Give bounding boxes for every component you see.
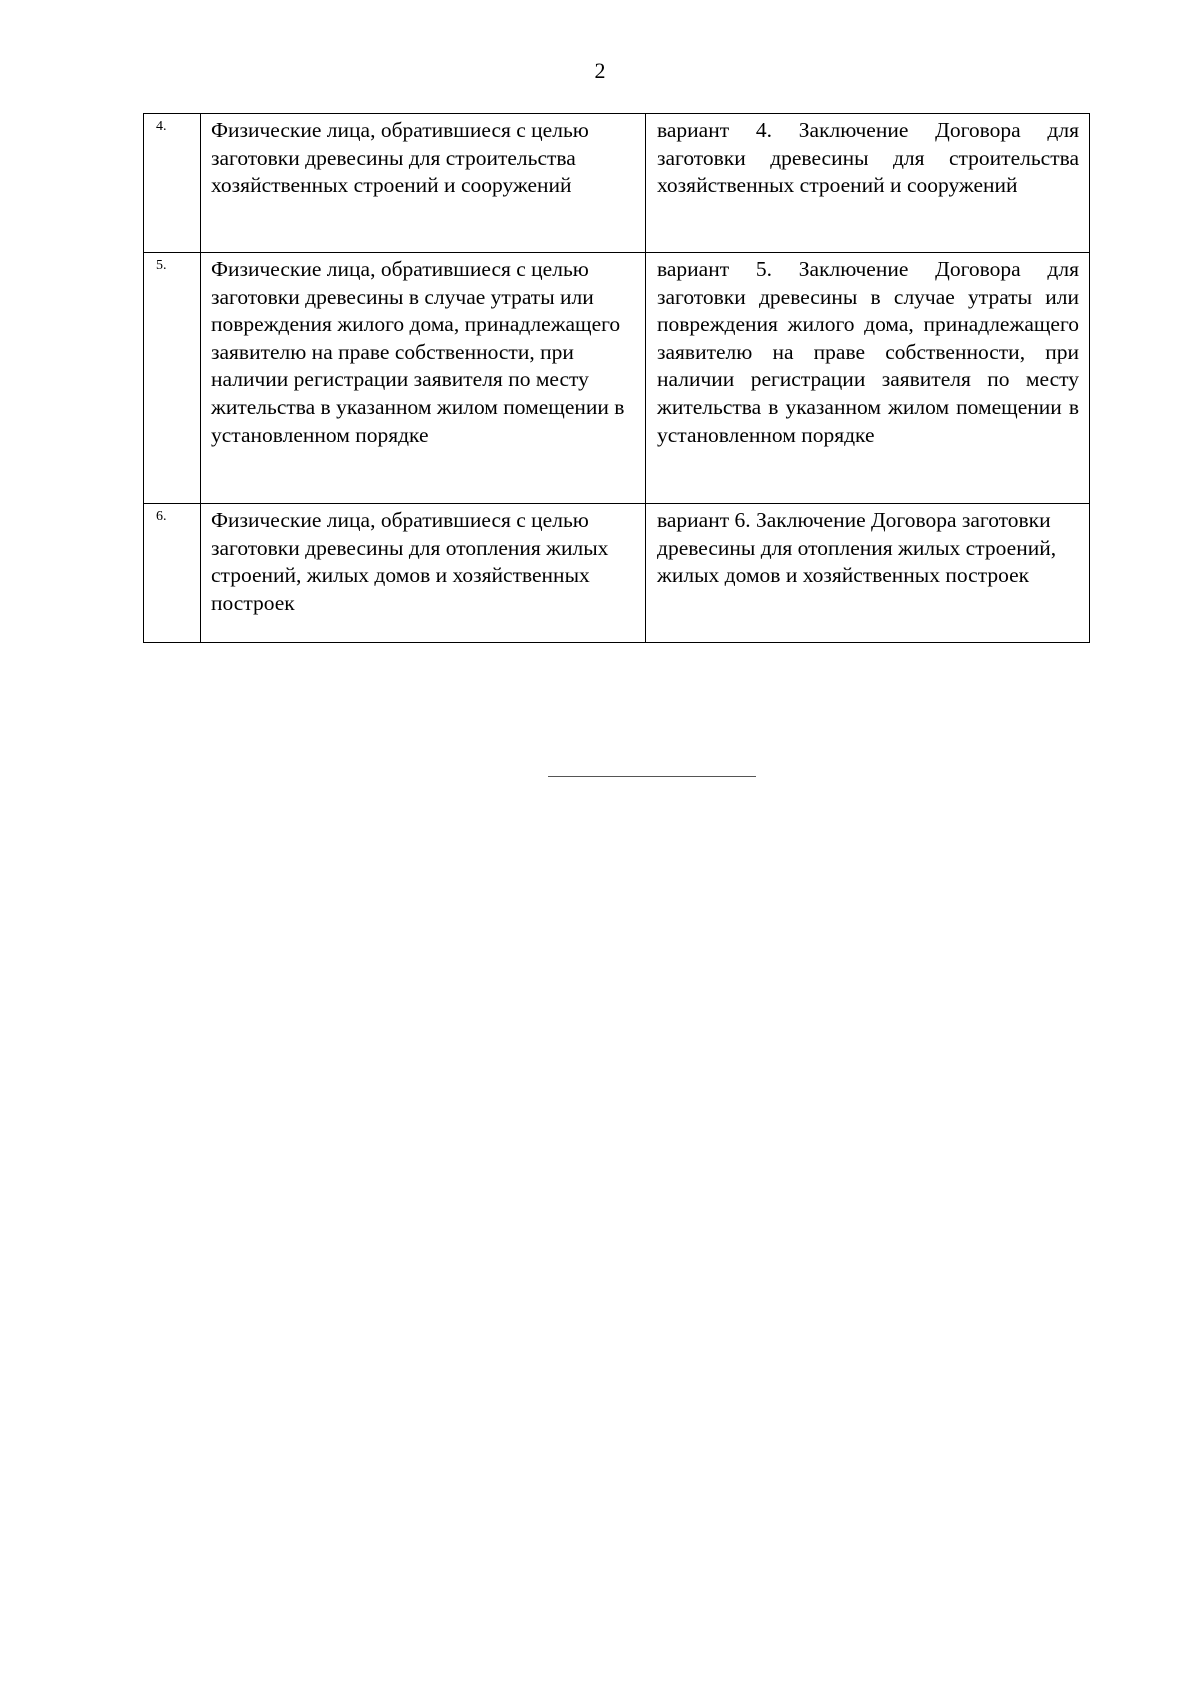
end-of-document-rule xyxy=(548,776,756,777)
service-variant: вариант 5. Заключение Договора для заготовки древесины в случае утраты или повреждения жилого дома, принадлежащего заявителю на праве собственности, при наличии регистрации заявителя по месту жительства в указанном жилом помещении в установленном порядке xyxy=(646,253,1090,504)
page-number: 2 xyxy=(594,58,606,83)
table-row xyxy=(144,253,1090,504)
service-variant: вариант 6. Заключение Договора заготовки древесины для отопления жилых строений, жилых домов и хозяйственных построек xyxy=(646,504,1090,643)
applicant-category: Физические лица, обратившиеся с целью заготовки древесины в случае утраты или повреждения жилого дома, принадлежащего заявителю на праве собственности, при наличии регистрации заявителя по месту жительства в указанном жилом помещении в установленном порядке xyxy=(201,253,646,504)
row-number: 6. xyxy=(144,504,201,643)
row-number: 4. xyxy=(144,114,201,253)
service-variant: вариант 4. Заключение Договора для заготовки древесины для строительства хозяйственных строений и сооружений xyxy=(646,114,1090,253)
table-row xyxy=(144,114,1090,253)
services-table xyxy=(143,113,1090,643)
row-number: 5. xyxy=(144,253,201,504)
applicant-category: Физические лица, обратившиеся с целью заготовки древесины для отопления жилых строений, жилых домов и хозяйственных построек xyxy=(201,504,646,643)
applicant-category: Физические лица, обратившиеся с целью заготовки древесины для строительства хозяйственных строений и сооружений xyxy=(201,114,646,253)
table-row xyxy=(144,504,1090,643)
